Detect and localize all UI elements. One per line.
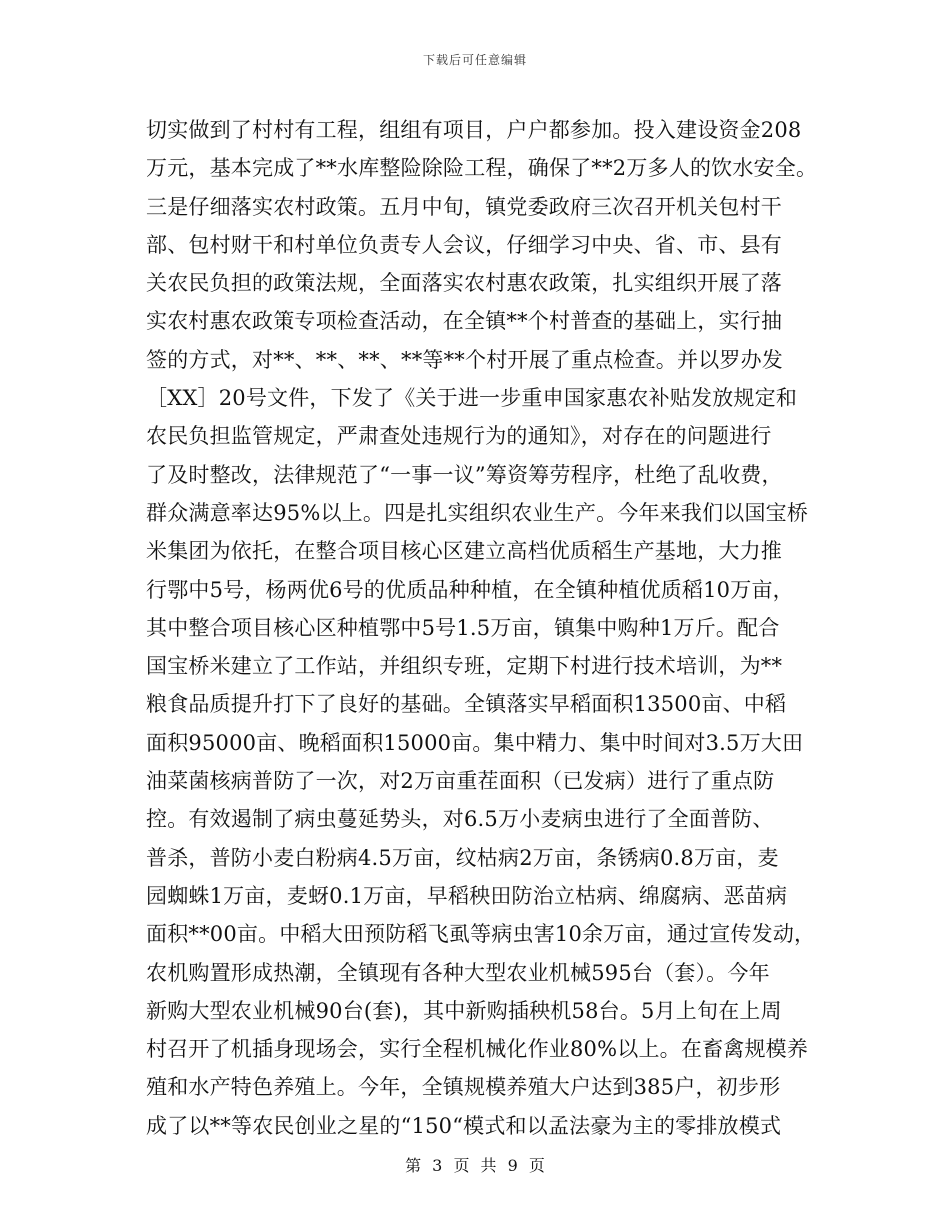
- text-line: 村召开了机插身现场会，实行全程机械化作业80%以上。在畜禽规模养: [146, 1037, 809, 1062]
- text-line: 实农村惠农政策专项检查活动，在全镇**个村普查的基础上，实行抽: [146, 309, 783, 334]
- text-line: 园蜘蛛1万亩，麦蚜0.1万亩，早稻秧田防治立枯病、绵腐病、恶苗病: [146, 883, 788, 908]
- page-header: 下载后可任意编辑: [422, 53, 527, 67]
- text-line: 国宝桥米建立了工作站，并组织专班，定期下村进行技术培训，为**: [146, 654, 783, 679]
- text-line: 关农民负担的政策法规，全面落实农村惠农政策，扎实组织开展了落: [146, 271, 782, 296]
- page-number-footer: 第 3 页 共 9 页: [405, 1156, 545, 1175]
- text-line: 其中整合项目核心区种植鄂中5号1.5万亩，镇集中购种1万斤。配合: [146, 615, 780, 640]
- document-body: [146, 111, 821, 1145]
- text-line: 签的方式，对**、**、**、**等**个村开展了重点检查。并以罗办发: [146, 347, 783, 372]
- text-line: 农机购置形成热潮，全镇现有各种大型农业机械595台（套）。今年: [146, 960, 770, 985]
- text-line: 三是仔细落实农村政策。五月中旬，镇党委政府三次召开机关包村干: [146, 194, 782, 219]
- text-line: 油菜菌核病普防了一次，对2万亩重茬面积（已发病）进行了重点防: [146, 769, 775, 794]
- text-line: 面积95000亩、晚稻面积15000亩。集中精力、集中时间对3.5万大田: [146, 730, 804, 755]
- text-line: 成了以**等农民创业之星的“150“模式和以孟法豪为主的零排放模式: [146, 1113, 782, 1138]
- text-line: 切实做到了村村有工程，组组有项目，户户都参加。投入建设资金208: [146, 118, 802, 142]
- text-line: 面积**00亩。中稻大田预防稻飞虱等病虫害10余万亩，通过宣传发动，: [146, 922, 816, 947]
- text-line: 普杀，普防小麦白粉病4.5万亩，纹枯病2万亩，条锈病0.8万亩，麦: [146, 845, 779, 870]
- text-line: 新购大型农业机械90台(套)，其中新购插秧机58台。5月上旬在上周: [146, 998, 782, 1023]
- text-line: 农民负担监管规定，严肃查处违规行为的通知》，对存在的问题进行: [146, 424, 772, 449]
- text-line: 殖和水产特色养殖上。今年，全镇规模养殖大户达到385户，初步形: [146, 1075, 781, 1100]
- text-line: 米集团为依托，在整合项目核心区建立高档优质稻生产基地，大力推: [146, 539, 782, 564]
- text-line: 万元，基本完成了**水库整险除险工程，确保了**2万多人的饮水安全。: [146, 156, 818, 181]
- text-line: 了及时整改，法律规范了“一事一议”筹资筹劳程序，杜绝了乱收费，: [146, 462, 783, 487]
- text-line: 部、包村财干和村单位负责专人会议，仔细学习中央、省、市、县有: [146, 232, 782, 257]
- text-line: 粮食品质提升打下了良好的基础。全镇落实早稻面积13500亩、中稻: [146, 692, 787, 717]
- text-line: 群众满意率达95%以上。四是扎实组织农业生产。今年来我们以国宝桥: [146, 500, 809, 525]
- text-line: ［XX］20号文件，下发了《关于进一步重申国家惠农补贴发放规定和: [146, 386, 798, 411]
- text-line: 控。有效遏制了病虫蔓延势头，对6.5万小麦病虫进行了全面普防、: [146, 807, 774, 832]
- text-line: 行鄂中5号，杨两优6号的优质品种种植，在全镇种植优质稻10万亩，: [146, 577, 794, 602]
